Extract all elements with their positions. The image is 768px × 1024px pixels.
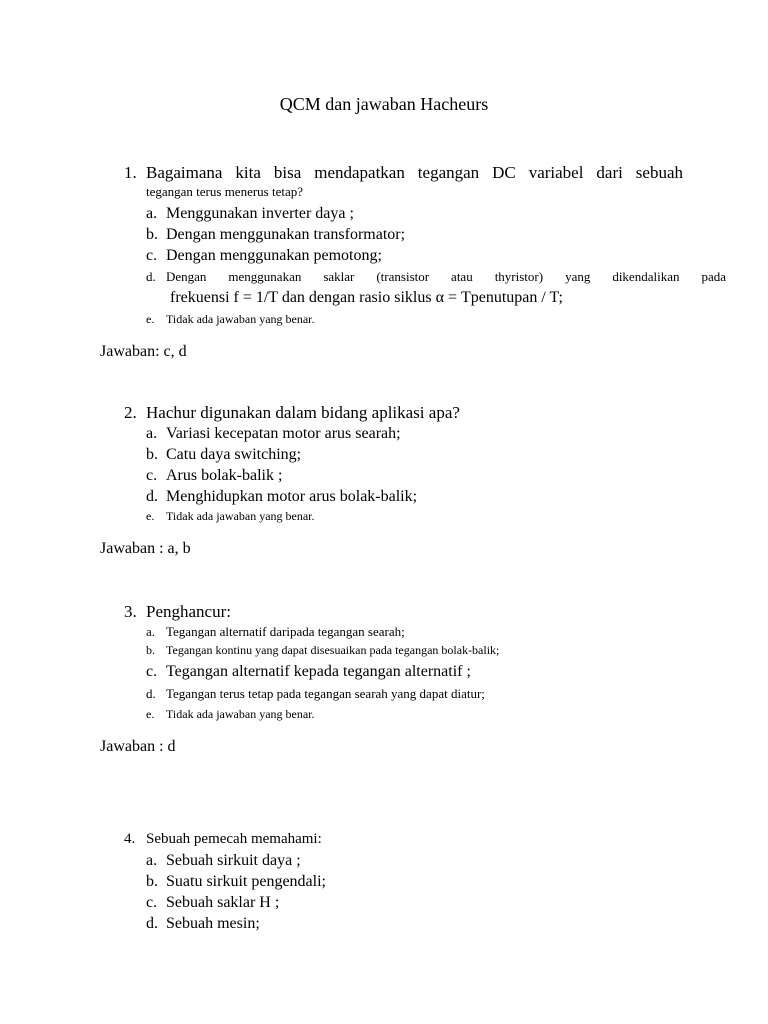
question-text: Hachur digunakan dalam bidang aplikasi apa? xyxy=(146,403,460,422)
option-e: e. Tidak ada jawaban yang benar. xyxy=(146,509,315,523)
page-title: QCM dan jawaban Hacheurs xyxy=(279,94,489,114)
option-a: a. Tegangan alternatif daripada tegangan searah; xyxy=(146,624,405,639)
option-b: b. Suatu sirkuit pengendali; xyxy=(146,873,326,890)
option-e: e. Tidak ada jawaban yang benar. xyxy=(146,707,315,721)
option-d: d. Sebuah mesin; xyxy=(146,915,260,932)
option-a: a. Variasi kecepatan motor arus searah; xyxy=(146,425,401,442)
answer-2: Jawaban : a, b xyxy=(100,540,191,557)
answer-1: Jawaban: c, d xyxy=(100,343,187,360)
option-a: a. Menggunakan inverter daya ; xyxy=(146,205,354,222)
option-b: b. Tegangan kontinu yang dapat disesuaikan pada tegangan bolak-balik; xyxy=(146,643,500,657)
question-text: Bagaimana kita bisa mendapatkan tegangan DC variabel dari sebuah xyxy=(146,163,683,182)
option-c: c. Arus bolak-balik ; xyxy=(146,467,283,484)
option-d-continued: frekuensi f = 1/T dan dengan rasio siklus α = Tpenutupan / T; xyxy=(170,289,563,306)
option-d: d. Dengan menggunakan saklar (transistor atau thyristor) yang dikendalikan pada xyxy=(146,269,726,284)
question-text: Sebuah pemecah memahami: xyxy=(146,831,322,847)
question-number: 4. xyxy=(124,831,136,847)
question-number: 3. xyxy=(124,602,137,621)
answer-3: Jawaban : d xyxy=(100,738,176,755)
option-c: c. Sebuah saklar H ; xyxy=(146,894,280,911)
option-b: b. Dengan menggunakan transformator; xyxy=(146,226,406,243)
option-d: d. Tegangan terus tetap pada tegangan searah yang dapat diatur; xyxy=(146,686,485,701)
question-number: 2. xyxy=(124,403,137,422)
option-d: d. Menghidupkan motor arus bolak-balik; xyxy=(146,488,418,505)
question-text-continued: tegangan terus menerus tetap? xyxy=(146,184,304,199)
question-number: 1. xyxy=(124,163,137,182)
option-a: a. Sebuah sirkuit daya ; xyxy=(146,852,301,869)
option-c: c. Tegangan alternatif kepada tegangan alternatif ; xyxy=(146,663,471,680)
option-b: b. Catu daya switching; xyxy=(146,446,302,463)
option-c: c. Dengan menggunakan pemotong; xyxy=(146,247,382,264)
option-e: e. Tidak ada jawaban yang benar. xyxy=(146,312,315,326)
question-text: Penghancur: xyxy=(146,602,231,621)
